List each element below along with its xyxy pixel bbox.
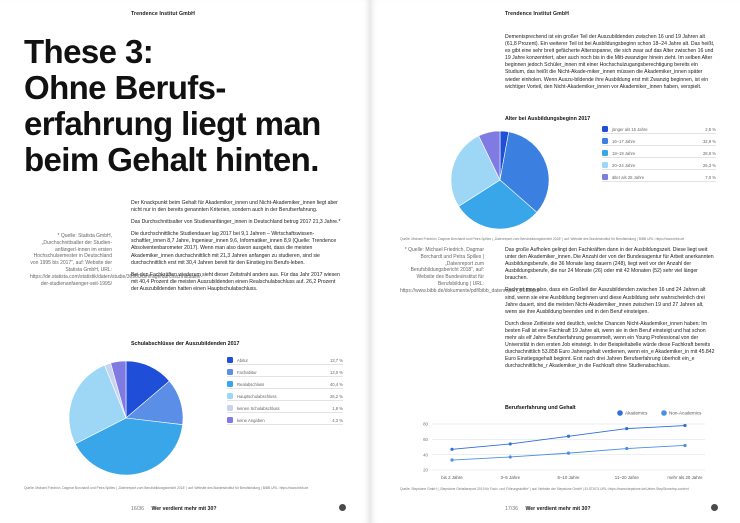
page-footer: [131, 506, 217, 512]
chart-title: Schulabschlüsse der Auszubildenden 2017: [131, 341, 240, 347]
data-point: [683, 444, 686, 447]
chart-source: Quelle: Stepstone GmbH | „Stepstone Gehaltsreport 2019 für Fach- und Führungskräfte“ | auf: Website der Stepstone GmbH | ELSTATG URL: https://www.stepstone.de/Ueber-StepStone/wp-content: [400, 487, 689, 491]
legend-swatch: [227, 357, 233, 363]
paragraph: Rechnet man also, dass ein Großteil der Auszubildenden zwischen 16 und 24 Jahren alt sind, wenn sie eine Ausbildung beginnen und diese Ausbildung sehr wahrscheinlich drei Jahre dauert, sind die meisten Nicht-Akademiker_innen zwischen 19 und 27 Jahren alt, wenn sie ihre Ausbildung beenden und in den Beruf einsteigen.: [505, 287, 706, 315]
right-page: [370, 0, 740, 523]
data-point: [683, 424, 686, 427]
source-footnote: * Quelle: Michael Friedrich, Dagmar Borchardt und Petra Spilles | „Datenreport zum Berufsbildungsbericht 2018“, auf: Website des Bundesinstitut für Berufsbildung | URL: https://www.bibb.de/dokumente/pdf/bibb_datenreport_2018.pdf: [400, 247, 540, 294]
legend-value: 32,9 %: [702, 138, 716, 144]
legend-swatch: [602, 138, 608, 144]
x-tick-label: mehr als 20 Jahre: [667, 475, 703, 480]
x-tick-label: 3–5 Jahre: [500, 475, 521, 480]
body-text: [131, 200, 343, 293]
legend-value: 4,3 %: [332, 417, 343, 423]
legend-row: [602, 137, 716, 146]
y-tick-label: 80: [423, 421, 428, 427]
pie-chart-alter: [450, 130, 550, 230]
legend-label: jünger als 15 Jahre: [612, 126, 648, 132]
title-line: erfahrung liegt man: [24, 105, 321, 142]
paragraph: Das große Aufholen gelingt den Fachkräften dann in der Ausbildungszeit. Diese liegt weit unter den Akademiker_innen. Die Anzahl der von der Bundesagentur für Arbeit anerkannten Ausbildungsberufe, die 36 Monate lang dauern (248), liegt weit vor der Anzahl der Ausbildungsberufe, die nur 24 Monate (26) oder mit 42 Monaten (52) sehr viel länger brauchen.: [505, 247, 714, 282]
legend-row: [602, 173, 716, 182]
legend-row: [227, 356, 343, 365]
data-point: [567, 435, 570, 438]
y-tick-label: 60: [423, 436, 428, 442]
legend-row: [602, 149, 716, 158]
legend-label: 16–17 Jahre: [612, 138, 636, 144]
legend-row: [602, 161, 716, 170]
legend-swatch: [602, 150, 608, 156]
data-point: [625, 427, 628, 430]
data-point: [625, 447, 628, 450]
data-point: [567, 452, 570, 455]
page-number: 16/36: [131, 506, 144, 512]
legend-row: [227, 392, 343, 401]
paragraph: Die durchschnittliche Studiendauer lag 2017 bei 9,1 Jahren – Wirtschaftswissen-schaftler_innen 8,7 Jahre, Ingenieur_innen 9,6, Informatiker_innen 8,9 (Quelle: Trendence Absolventenbarometer 2017). Wenn man also davon ausgeht, dass die meisten Akademiker_innen durchschnittlich mit 21,3 Jahren anfangen zu studieren, sind sie durchschnittlich erst mit 30,4 Jahren bereit für den Einstieg ins Berufs-leben.: [131, 231, 337, 266]
legend-swatch: [227, 369, 233, 375]
legend-label: Hauptschulabschluss: [237, 393, 277, 399]
header-org: Trendence Institut GmbH: [505, 11, 569, 17]
legend-row: [227, 380, 343, 389]
legend-value: 26,3 %: [702, 162, 716, 168]
legend-marker: [617, 410, 623, 416]
legend-swatch: [602, 126, 608, 132]
legend-swatch: [227, 393, 233, 399]
legend-row: [227, 416, 343, 425]
paragraph: Bei den Fachkräften wiederum sieht dieser Zeitstrahl anders aus. Für das Jahr 2017 wiesen mit 40,4 Prozent die meisten Auszubildenden einen Realschulabschluss auf. 26,2 Prozent der Auszubildenden hatten einen Hauptschulabschluss.: [131, 271, 340, 292]
legend-swatch: [227, 381, 233, 387]
footer-title: Wer verdient mehr mit 30?: [525, 506, 591, 512]
legend-label: 20–24 Jahre: [612, 162, 636, 168]
legend-value: 40,4 %: [329, 381, 343, 387]
x-tick-label: bis 2 Jahre: [441, 475, 463, 480]
paragraph: Das Durchschnittsalter von Studienanfänger_innen in Deutschland betrug 2017 21,3 Jahre.*: [131, 219, 341, 226]
chart-source: Quelle: Michael Friedrich, Dagmar Borchardt und Petra Spilles | „Datenreport zum Berufsbildungsbericht 2018“ | auf: Website des Bundesinstitut für Berufsbildung | BIBB URL: https://www.bibb.de: [400, 237, 685, 241]
legend-label: Fachabitur: [237, 369, 257, 375]
legend-swatch: [602, 174, 608, 180]
legend-value: 2,8 %: [705, 126, 716, 132]
chart-title: Berufserfahrung und Gehalt: [505, 405, 576, 411]
legend-label: keinen Schulabschluss: [237, 405, 280, 411]
legend-value: 13,0 %: [329, 369, 343, 375]
source-footnote: * Quelle: Statista GmbH, „Durchschnittsalter der Studien-anfänger/-innen im ersten Hochschulsemester in Deutschland von 1995 bis 2017“, auf: Website der Statista GmbH, URL: https://de.statista.com/statistik/daten/studie/36960/umfrage/durchschnittsalter-der-studienanfaenger-seit-1995/: [30, 233, 203, 287]
legend-label: Realabschluss: [237, 381, 265, 387]
legend-row: [227, 368, 343, 377]
chart-legend: [227, 356, 343, 436]
chart-legend: [602, 125, 716, 185]
data-point: [450, 448, 453, 451]
x-tick-label: 11–20 Jahre: [614, 475, 639, 480]
y-tick-label: 40: [423, 452, 428, 458]
legend-value: 28,9 %: [702, 150, 716, 156]
body-text: [505, 247, 717, 371]
legend-label: Abitur: [237, 357, 248, 363]
data-point: [509, 455, 512, 458]
legend-swatch: [602, 162, 608, 168]
legend-label: Akademics: [625, 410, 648, 416]
legend-value: 13,7 %: [329, 357, 343, 363]
legend-row: [227, 404, 343, 413]
chart-source: Quelle: Michael Friedrich, Dagmar Borchardt und Petra Spilles | „Datenreport zum Berufsbildungsbericht 2018“ | auf: Website des Bundesinstitut für Berufsbildung | BIBB URL: https://www.bibb.de: [24, 486, 309, 490]
y-tick-label: 20: [423, 467, 428, 473]
legend-value: 7,0 %: [705, 174, 716, 180]
title-line: These 3:: [24, 33, 154, 70]
body-text-top: [505, 34, 717, 91]
legend-value: 1,8 %: [332, 405, 343, 411]
line-chart-berufserfahrung: [390, 406, 722, 484]
logo-icon: [711, 504, 718, 511]
data-point: [509, 442, 512, 445]
x-tick-label: 6–10 Jahre: [557, 475, 580, 480]
legend-label: älter als 25 Jahre: [612, 174, 645, 180]
legend-row: [602, 125, 716, 134]
page-footer: [505, 506, 591, 512]
title-line: beim Gehalt hinten.: [24, 141, 319, 178]
paragraph: Durch diese Zeitleiste wird deutlich, welche Chancen Nicht-Akademiker_innen haben: Im besten Fall ist eine Fachkraft 19 Jahre alt, wenn sie in den Beruf einsteigt und hat schon mehr als elf Jahre Berufserfahrung gesammelt, wenn ein Young Professional von der Universität in den ersten Job einsteigt. In der Beispieltabelle würde diese Fachkraft bereits durchschnittlich 53.858 Euro Jahresgehalt verdienen, wenn ein_e Akademiker_in mit 45.842 Euro Einstiegsgehalt beginnt. Erst nach drei Jahren Berufserfahrung überholt ein_e durchschnittliche_r Akademiker_in die Fachkraft ohne Studienabschluss.: [505, 320, 715, 370]
data-point: [450, 458, 453, 461]
page-number: 17/36: [505, 506, 518, 512]
legend-swatch: [227, 405, 233, 411]
legend-value: 26,2 %: [329, 393, 343, 399]
legend-label: 18–19 Jahre: [612, 150, 636, 156]
paragraph: Der Knackpunkt beim Gehalt für Akademiker_innen und Nicht-Akademiker_innen liegt aber nicht nur in den bereits genannten Kriterien, sondern auch in der Berufserfahrung.: [131, 200, 338, 214]
legend-label: Non-Academics: [669, 410, 702, 416]
chart-title: Alter bei Ausbildungsbeginn 2017: [505, 116, 591, 122]
title-line: Ohne Berufs-: [24, 69, 226, 106]
legend-swatch: [227, 417, 233, 423]
legend-marker: [661, 410, 667, 416]
legend-label: keine Angaben: [237, 417, 265, 423]
header-org: Trendence Institut GmbH: [131, 11, 195, 17]
page-title: [24, 34, 321, 178]
footer-title: Wer verdient mehr mit 30?: [151, 506, 217, 512]
pie-chart-schulabschluesse: [68, 360, 184, 476]
paragraph: Dementsprechend ist ein großer Teil der Auszubildenden zwischen 16 und 19 Jahren alt (61,8 Prozent). Ein weiterer Teil ist bei Ausbildungsbeginn schon 18–24 Jahre alt. Das heißt, es gibt eine sehr breit gefächerte Altersspanne, die sich zwar auf das Alter zwischen 16 und 19 Jahre konzentriert, aber auch noch bis in die Mitt-zwanziger hinein zieht. Im selben Alter beginnen jedoch Schüler_innen mit einer Hochschulzugangsberechtigung bereits ein Studium, das heißt die Nicht-Akade-miker_innen müssen die Akademiker_innen später wieder einholen. Wenn Auszu-bildende ihre Ausbildung erst mit Zwanzig beginnen, ist ein wichtiger Vorteil, den Nicht-Akademiker_innen vor Akademiker_innen haben, verspielt.: [505, 34, 715, 90]
logo-icon: [339, 504, 346, 511]
